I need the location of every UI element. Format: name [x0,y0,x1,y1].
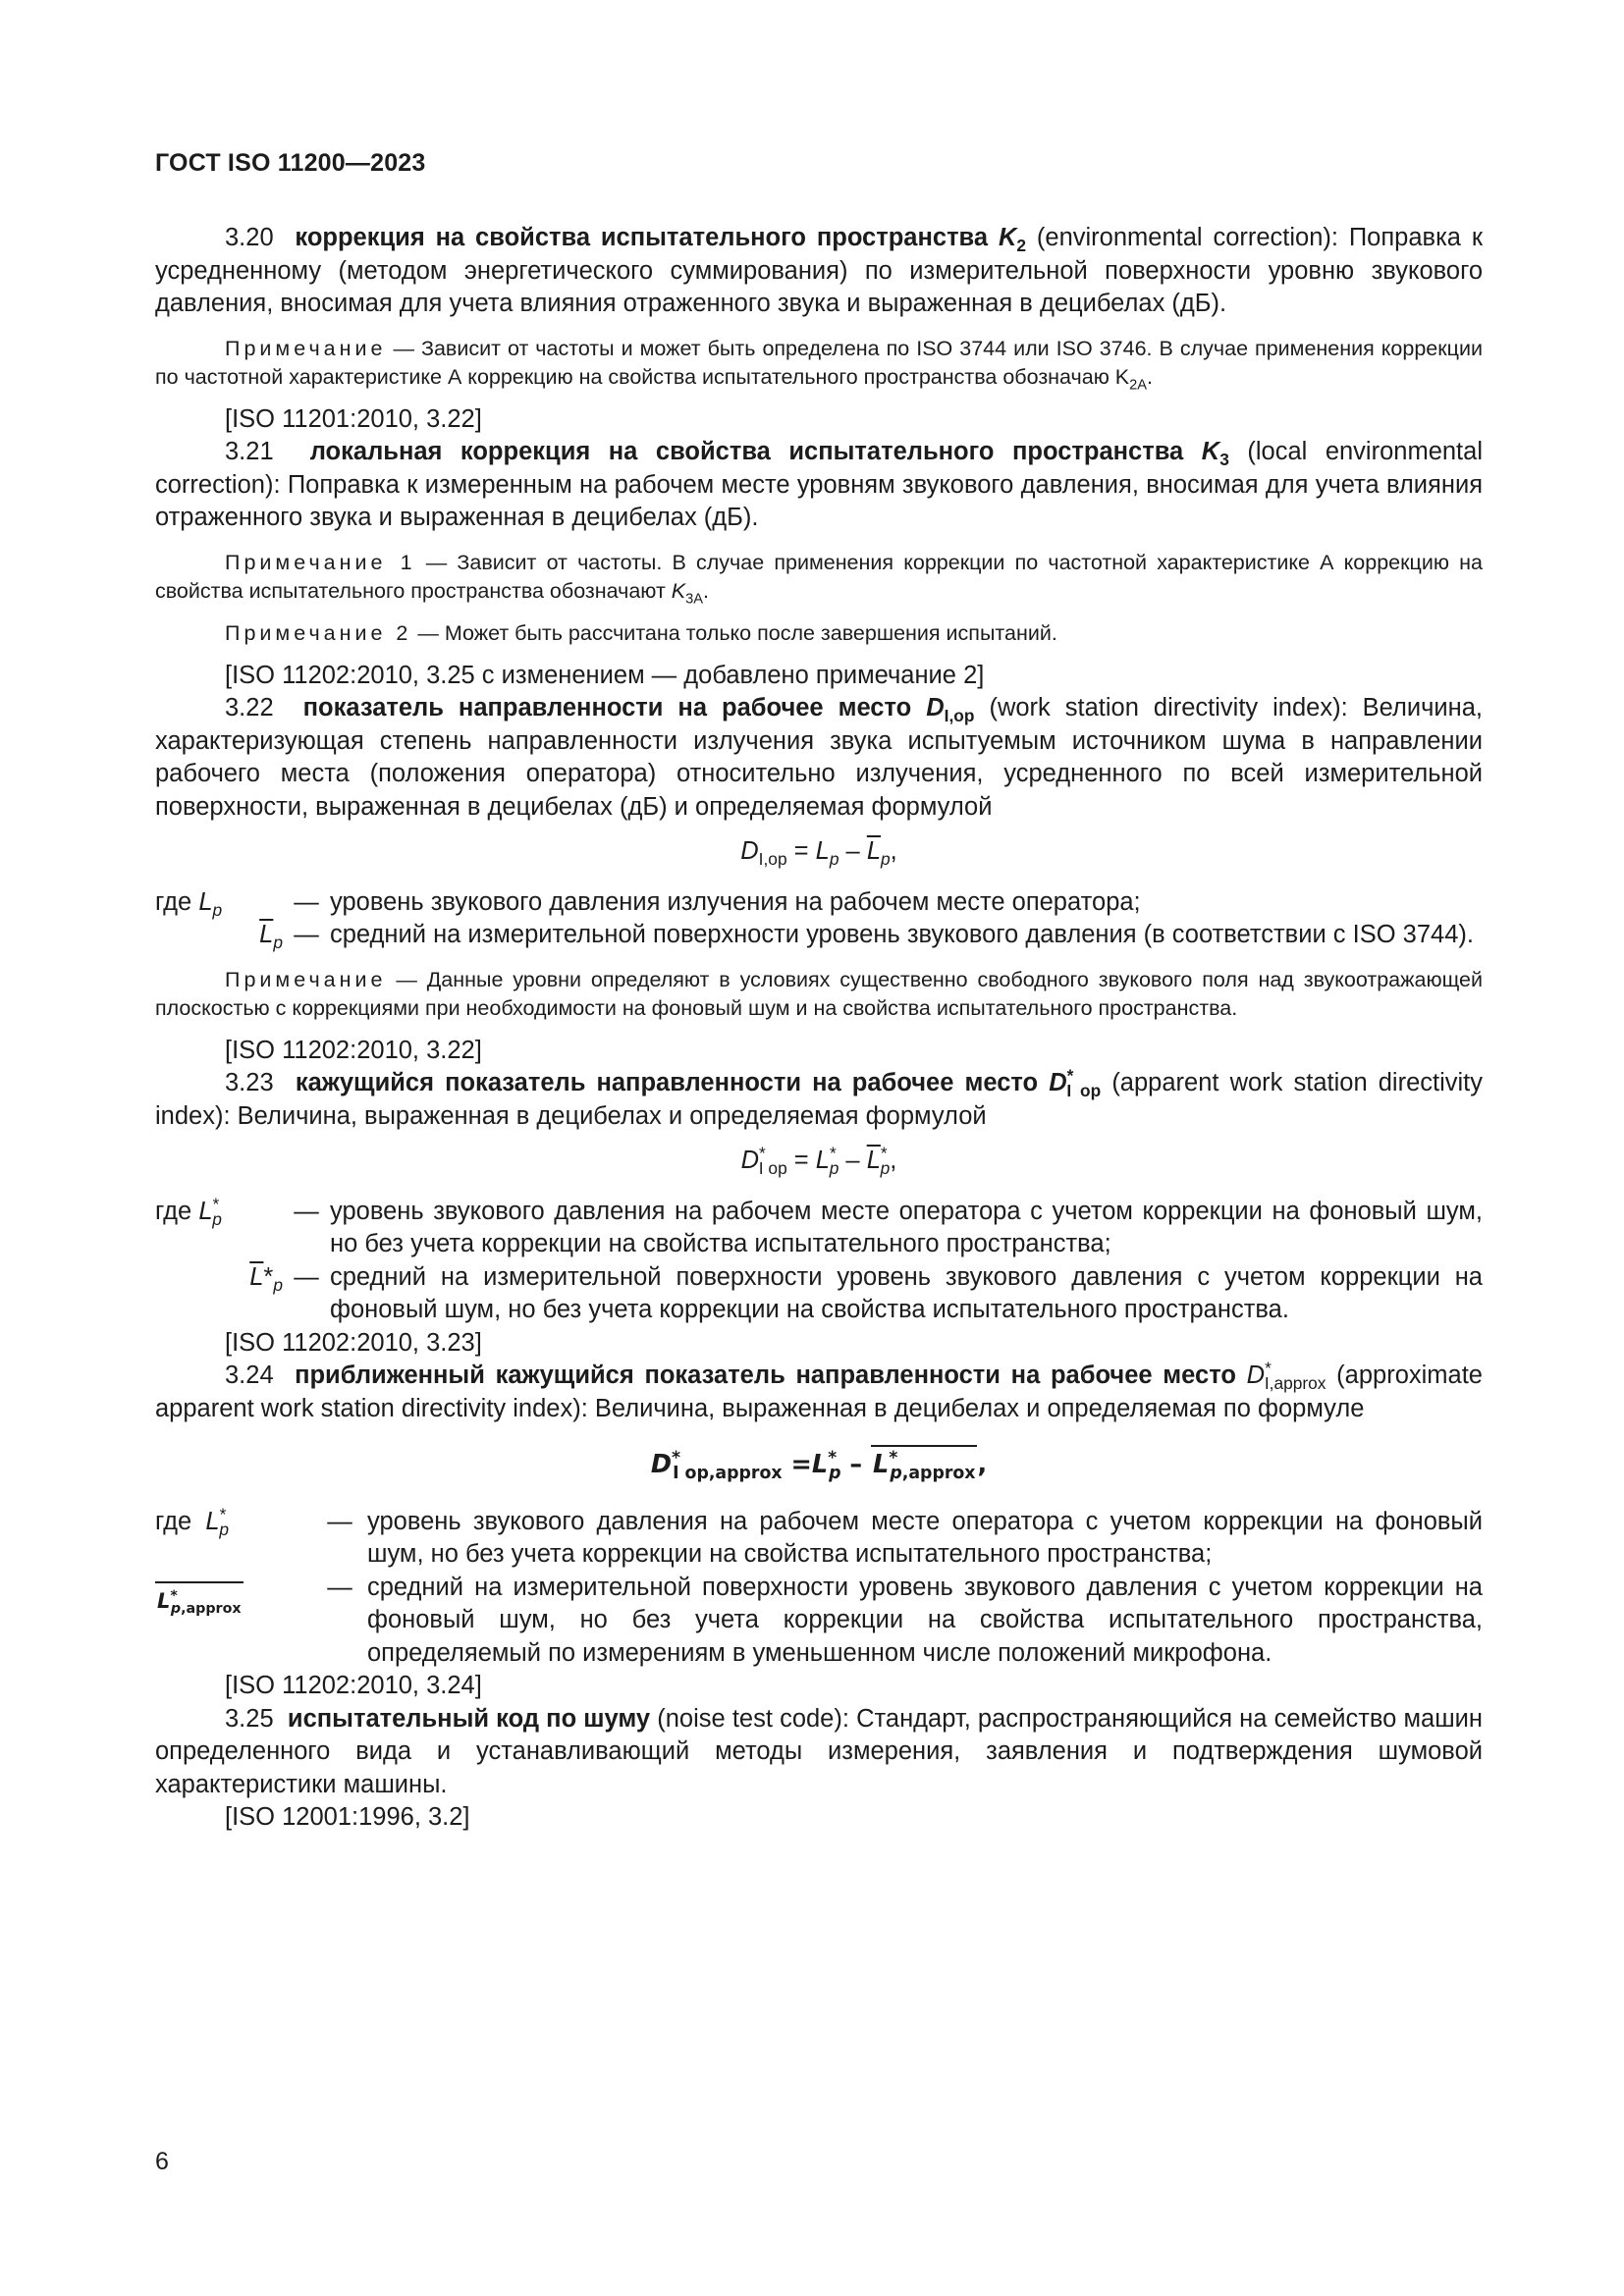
reference: [ISO 12001:1996, 3.2] [225,1803,470,1831]
reference: [ISO 11202:2010, 3.23] [225,1328,482,1357]
formula: $D^*_{I op,approx} =L^*_p - L^*_{p,approx}$, [155,1445,1483,1482]
formula: $D_{I,op} = L_p - \overline{L}_p$, [740,837,897,870]
term: коррекция на свойства испытательного пространства $K_2$ [295,224,1027,256]
reference: [ISO 11202:2010, 3.24] [225,1672,482,1699]
clause-3-24: 3.24 приближенный кажущийся показатель направленности на рабочее место $D^*_{I,approx}$ (approximate apparent work station directivity index): Величина, выраженная в децибелах и определяемая по формуле [155,1358,1483,1422]
note-1: Примечание 1 — Зависит от частоты. В случае применения коррекции по частотной характеристике А коррекцию на свойства испытательного пространства обозначают $K_{3A}$. [155,550,1483,607]
note: Примечание — Зависит от частоты и может быть определена по ISO 3744 или ISO 3746. В случае применения коррекции по частотной характеристике А коррекцию на свойства испытательного пространства обозначаю $K_{2A}$. [155,336,1483,393]
clause-3-23: 3.23 кажущийся показатель направленности на рабочее место $D^*_{I op}$ (apparent work station directivity index): Величина, выраженная в децибелах и определяемая формулой [155,1065,1484,1130]
clause-3-20: 3.20 коррекция на свойства испытательного пространства $K_2$ (environmental correction): Поправка к усредненному (методом энергетического суммирования) по измерительной поверхности уровню звукового давления, вносимая для учета влияния отраженного звука и выраженная в децибелах (дБ). [155,224,1483,317]
document-body [155,222,1483,1835]
where-item: $\overline{L}*_p$ — средний на измерительной поверхности уровень звукового давления с учетом коррекции на фоновый шум, но без учета коррекции на свойства испытательного пространства. [249,1262,1483,1323]
term: локальная коррекция на свойства испытательного пространства $K_3$ [309,438,1229,470]
term: приближенный кажущийся показатель направленности на рабочее место [295,1362,1236,1389]
where-item: где $L^*_p$ — уровень звукового давления на рабочем месте оператора с учетом коррекции на фоновый шум, но без учета коррекции на свойства испытательного пространства; [155,1194,1483,1257]
reference: [ISO 11202:2010, 3.22] [225,1036,482,1064]
term: показатель направленности на рабочее место $D_{I,op}$ [302,694,975,726]
where-item: $\overline{L}_p$ — средний на измерительной поверхности уровень звукового давления (в соответствии с ISO 3744). [259,921,1474,953]
note-2: Примечание 2 — Может быть рассчитана только после завершения испытаний. [225,620,1057,645]
page-number: 6 [155,2148,169,2175]
document-header: ГОСТ ISO 11200—2023 [155,149,426,177]
formula: $D^*_{I op} = L^*_p - \overline{L}^*_p$, [740,1143,897,1179]
clause-3-22: 3.22 показатель направленности на рабочее место $D_{I,op}$ (work station directivity index): Величина, характеризующая степень направленности излучения звука испытуемым источником шума в направлении рабочего места (положения оператора) относительно излучения, усредненного по всей измерительной поверхности, выраженная в децибелах (дБ) и определяемая формулой [155,694,1484,821]
where-item: где $L_p$ — уровень звукового давления излучения на рабочем месте оператора; [155,887,1141,920]
reference: [ISO 11202:2010, 3.25 с изменением — добавлено примечание 2] [225,661,985,689]
where-item: где $L^*_p$ — уровень звукового давления на рабочем месте оператора с учетом коррекции на фоновый шум, но без учета коррекции на свойства испытательного пространства; [155,1504,1483,1568]
where-item: $L^*_{p,approx}$ — средний на измерительной поверхности уровень звукового давления с учетом коррекции на фоновый шум, но без учета коррекции на свойства испытательного пространства, определяемый по измерениям в уменьшенном числе положений микрофона. [157,1573,1483,1667]
clause-3-21: 3.21 локальная коррекция на свойства испытательного пространства $K_3$ (local environmental correction): Поправка к измеренным на рабочем месте уровням звукового давления, вносимая для учета влияния отраженного звука и выраженная в децибелах (дБ). [155,438,1483,531]
reference: [ISO 11201:2010, 3.22] [225,404,482,433]
note: Примечание — Данные уровни определяют в условиях существенно свободного звукового поля над звукоотражающей плоскостью с коррекциями при необходимости на фоновый шум и на свойства испытательного пространства. [155,967,1483,1020]
term: испытательный код по шуму [287,1704,651,1733]
term: кажущийся показатель направленности на рабочее место $D^*_{I op}$ [295,1065,1102,1101]
clause-3-25: 3.25 испытательный код по шуму (noise test code): Стандарт, распространяющийся на семейство машин определенного вида и устанавливающий методы измерения, заявления и подтверждения шумовой характеристики машины. [155,1704,1483,1798]
